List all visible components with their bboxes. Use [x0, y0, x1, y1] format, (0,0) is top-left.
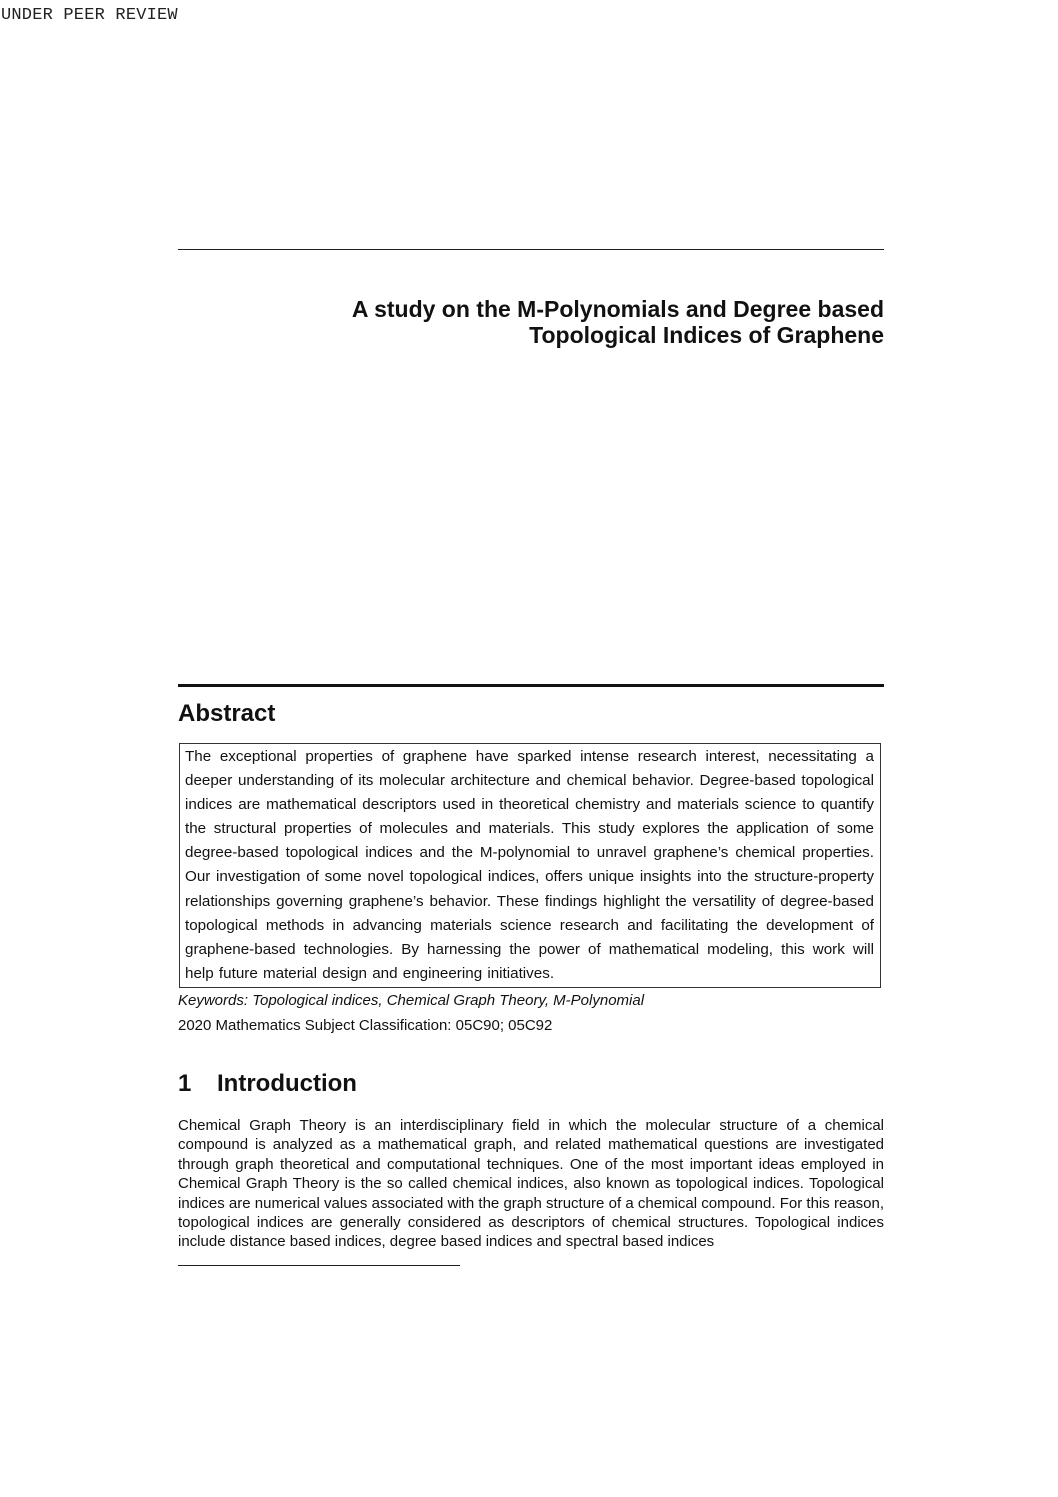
msc-classification: 2020 Mathematics Subject Classification: 05C90; 05C92 — [178, 1017, 553, 1034]
paper-title — [178, 296, 884, 348]
abstract-text: The exceptional properties of graphene have sparked intense research interest, necessitating a deeper understanding of its molecular architecture and chemical behavior. Degree-based topological indices are mathematical descriptors used in theoretical chemistry and materials science to quantify the structural properties of molecules and materials. This study explores the application of some degree-based topological indices and the M-polynomial to unravel graphene’s chemical properties. Our investigation of some novel topological indices, offers unique insights into the structure-property relationships governing graphene’s behavior. These findings highlight the versatility of degree-based topological methods in advancing materials science research and facilitating the development of graphene-based technologies. By harnessing the power of mathematical modeling, this work will help future material design and engineering initiatives. — [185, 748, 874, 982]
section-heading-introduction — [178, 1068, 357, 1100]
review-watermark: UNDER PEER REVIEW — [1, 6, 178, 25]
header-rule — [178, 249, 884, 250]
introduction-paragraph: Chemical Graph Theory is an interdisciplinary field in which the molecular structure of a chemical compound is analyzed as a mathematical graph, and related mathematical questions are investigated through graph theoretical and computational techniques. One of the most important ideas employed in Chemical Graph Theory is the so called chemical indices, also known as topological indices. Topological indices are numerical values associated with the graph structure of a chemical compound. For this reason, topological indices are generally considered as descriptors of chemical structures. Topological indices include distance based indices, degree based indices and spectral based indices — [178, 1117, 884, 1251]
paper-title-line-1: A study on the M-Polynomials and Degree based — [351, 296, 884, 322]
abstract-box — [179, 743, 881, 988]
section-title: Introduction — [217, 1070, 357, 1097]
footnote-rule — [178, 1265, 460, 1266]
paper-title-line-2: Topological Indices of Graphene — [529, 322, 884, 348]
abstract-rule — [178, 684, 884, 687]
keywords: Keywords: Topological indices, Chemical Graph Theory, M-Polynomial — [178, 992, 645, 1009]
abstract-heading: Abstract — [178, 700, 276, 727]
section-number: 1 — [178, 1070, 192, 1097]
